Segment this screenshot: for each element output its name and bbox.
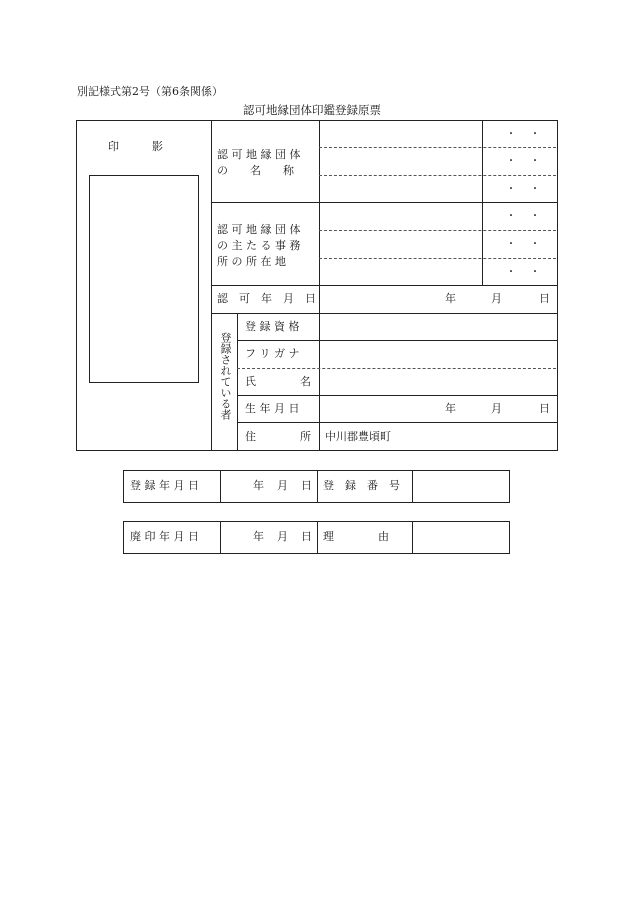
abolition-date-label: 廃 印 年 月 日 [130, 530, 199, 543]
office-dots-3: ・・ [506, 267, 554, 278]
office-dots-2: ・・ [506, 239, 554, 250]
furigana-label: フ リ ガ ナ [245, 347, 300, 360]
approval-month-unit: 月 [491, 292, 502, 305]
registration-day-unit: 日 [301, 479, 312, 492]
abolition-day-unit: 日 [301, 530, 312, 543]
form-reference: 別記様式第2号（第6条関係） [77, 85, 223, 98]
seal-impression-box [89, 175, 199, 383]
org-name-dots-2: ・・ [506, 156, 554, 167]
registration-month-unit: 月 [277, 479, 288, 492]
office-label-line1: 認 可 地 縁 団 体 [217, 223, 301, 236]
registration-year-unit: 年 [253, 479, 264, 492]
birth-year-unit: 年 [445, 402, 456, 415]
org-name-dots-1: ・・ [506, 129, 554, 140]
abolition-reason-label: 理 由 [323, 530, 389, 543]
qualification-label: 登 録 資 格 [245, 320, 300, 333]
seal-impression-label: 印 影 [108, 140, 163, 153]
office-dots-1: ・・ [506, 211, 554, 222]
approval-day-unit: 日 [539, 292, 550, 305]
registration-date-label: 登 録 年 月 日 [130, 479, 199, 492]
birth-day-unit: 日 [539, 402, 550, 415]
org-name-label-line2: の 名 称 [217, 164, 294, 177]
birthdate-label: 生 年 月 日 [245, 402, 300, 415]
approval-year-unit: 年 [445, 292, 456, 305]
address-label: 住 所 [245, 430, 311, 443]
address-value: 中川郡豊頃町 [325, 430, 391, 443]
abolition-year-unit: 年 [253, 530, 264, 543]
page-title: 認可地縁団体印鑑登録原票 [243, 103, 381, 117]
office-label-line3: 所 の 所 在 地 [217, 255, 286, 268]
org-name-label-line1: 認 可 地 縁 団 体 [217, 148, 301, 161]
registrant-vertical-label: 登録されている者 [219, 332, 232, 420]
abolition-month-unit: 月 [277, 530, 288, 543]
name-label: 氏 名 [245, 375, 311, 388]
registration-number-label: 登 録 番 号 [323, 479, 400, 492]
org-name-dots-3: ・・ [506, 184, 554, 195]
office-label-line2: の 主 た る 事 務 [217, 239, 301, 252]
birth-month-unit: 月 [491, 402, 502, 415]
approval-date-label: 認 可 年 月 日 [217, 292, 316, 305]
